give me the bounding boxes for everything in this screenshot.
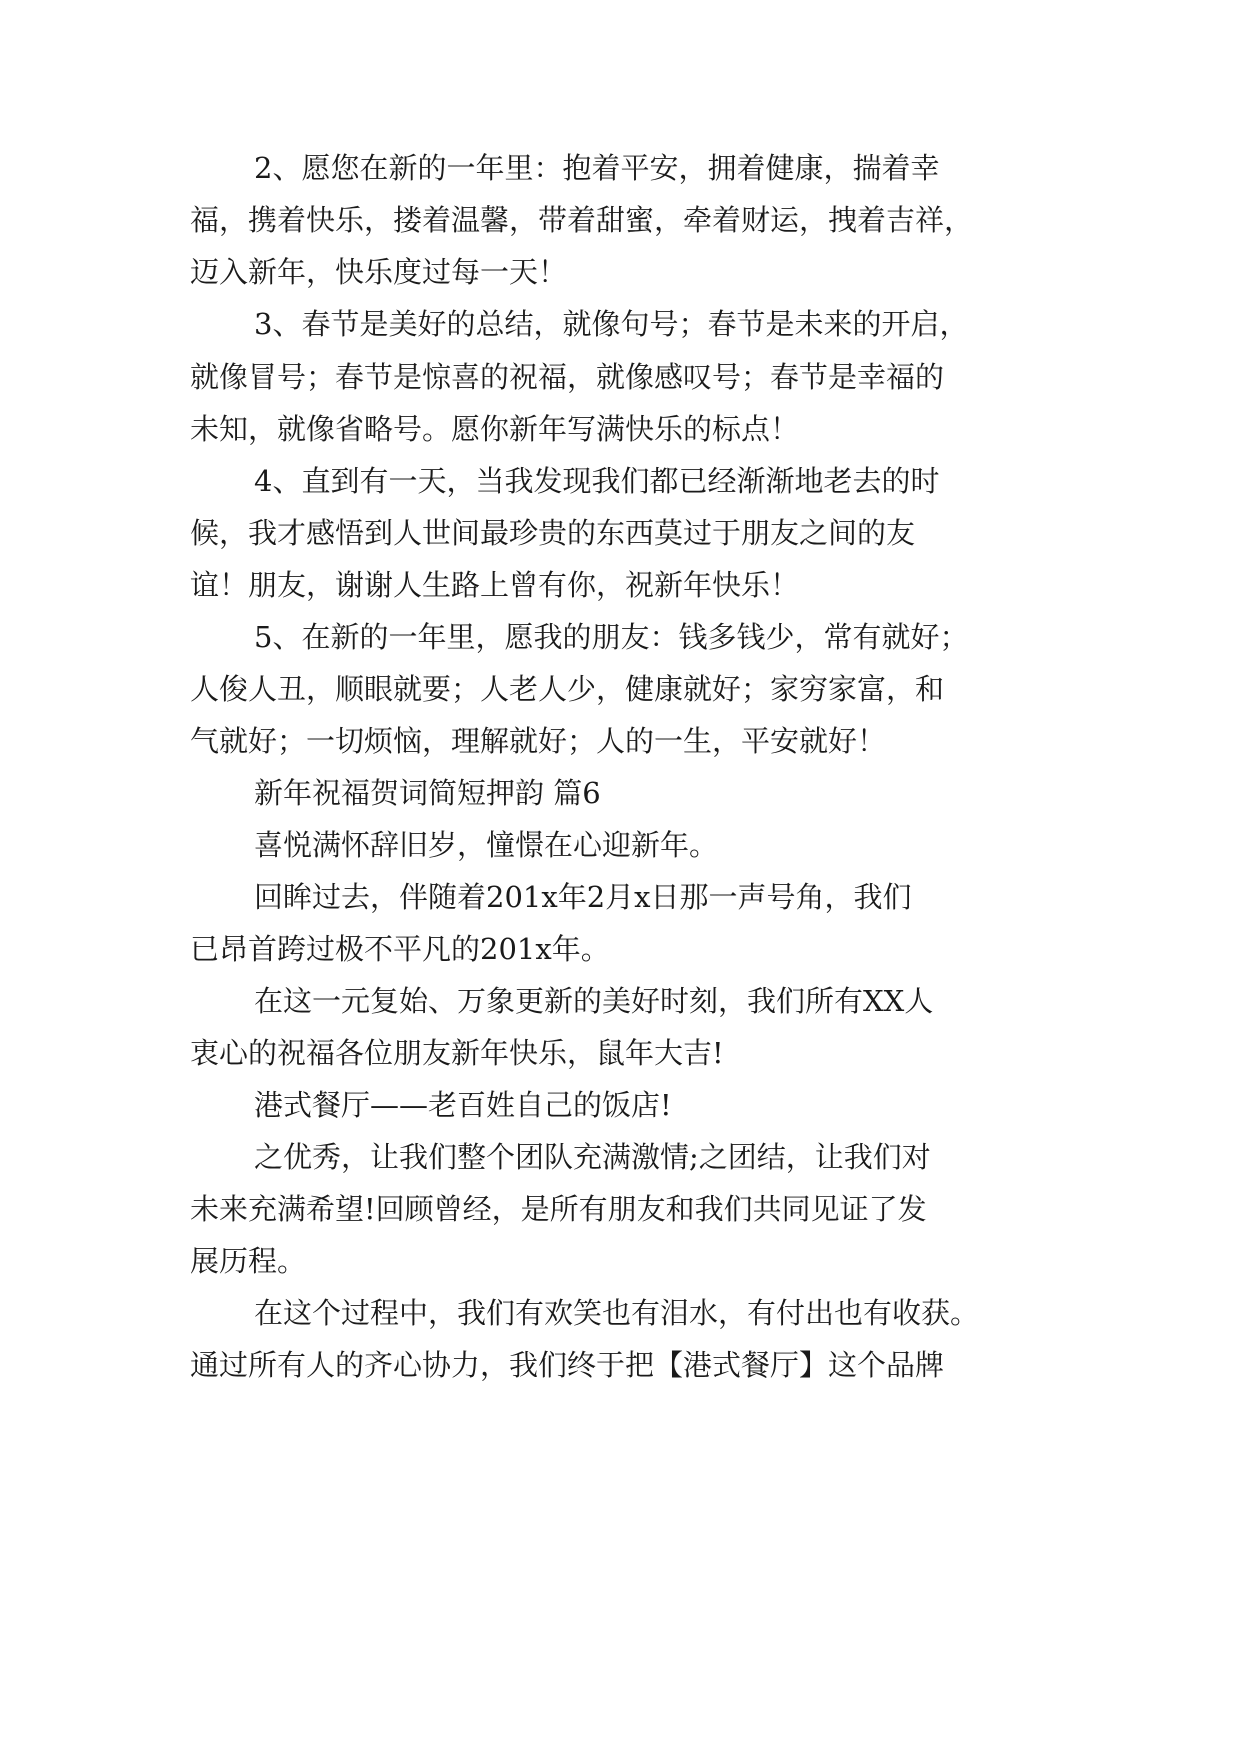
paragraph-3-line-2: 就像冒号；春节是惊喜的祝福，就像感叹号；春节是幸福的: [190, 360, 945, 394]
paragraph-3-line-3: 未知，就像省略号。愿你新年写满快乐的标点！: [190, 412, 800, 446]
paragraph-team-line-2: 未来充满希望!回顾曾经，是所有朋友和我们共同见证了发: [190, 1192, 927, 1226]
paragraph-5-line-1: 5、在新的一年里，愿我的朋友：钱多钱少，常有就好；: [254, 620, 969, 654]
paragraph-2-line-2: 福，携着快乐，搂着温馨，带着甜蜜，牵着财运，拽着吉祥，: [190, 203, 974, 237]
paragraph-5-line-2: 人俊人丑，顺眼就要；人老人少，健康就好；家穷家富，和: [190, 672, 945, 706]
paragraph-5-line-3: 气就好；一切烦恼，理解就好；人的一生，平安就好！: [190, 724, 887, 758]
paragraph-3-line-1: 3、春节是美好的总结，就像句号；春节是未来的开启，: [254, 307, 969, 341]
paragraph-2-line-1: 2、愿您在新的一年里：抱着平安，拥着健康，揣着幸: [254, 151, 940, 185]
paragraph-review-line-2: 已昂首跨过极不平凡的201x年。: [190, 932, 610, 966]
section-heading: 新年祝福贺词简短押韵 篇6: [254, 776, 601, 810]
paragraph-blessing-line-2: 衷心的祝福各位朋友新年快乐，鼠年大吉!: [190, 1036, 724, 1070]
paragraph-4-line-2: 候，我才感悟到人世间最珍贵的东西莫过于朋友之间的友: [190, 516, 916, 550]
paragraph-4-line-1: 4、直到有一天，当我发现我们都已经渐渐地老去的时: [254, 464, 940, 498]
paragraph-team-line-1: 之优秀，让我们整个团队充满激情;之团结，让我们对: [254, 1140, 931, 1174]
paragraph-greeting: 喜悦满怀辞旧岁，憧憬在心迎新年。: [254, 828, 719, 862]
paragraph-2-line-3: 迈入新年，快乐度过每一天！: [190, 255, 568, 289]
paragraph-restaurant-slogan: 港式餐厅——老百姓自己的饭店!: [254, 1088, 672, 1122]
paragraph-4-line-3: 谊！朋友，谢谢人生路上曾有你，祝新年快乐！: [190, 568, 800, 602]
paragraph-team-line-3: 展历程。: [190, 1244, 307, 1278]
paragraph-review-line-1: 回眸过去，伴随着201x年2月x日那一声号角，我们: [254, 880, 912, 914]
paragraph-blessing-line-1: 在这一元复始、万象更新的美好时刻，我们所有XX人: [254, 984, 934, 1018]
paragraph-process-line-2: 通过所有人的齐心协力，我们终于把【港式餐厅】这个品牌: [190, 1348, 945, 1382]
paragraph-process-line-1: 在这个过程中，我们有欢笑也有泪水，有付出也有收获。: [254, 1296, 980, 1330]
